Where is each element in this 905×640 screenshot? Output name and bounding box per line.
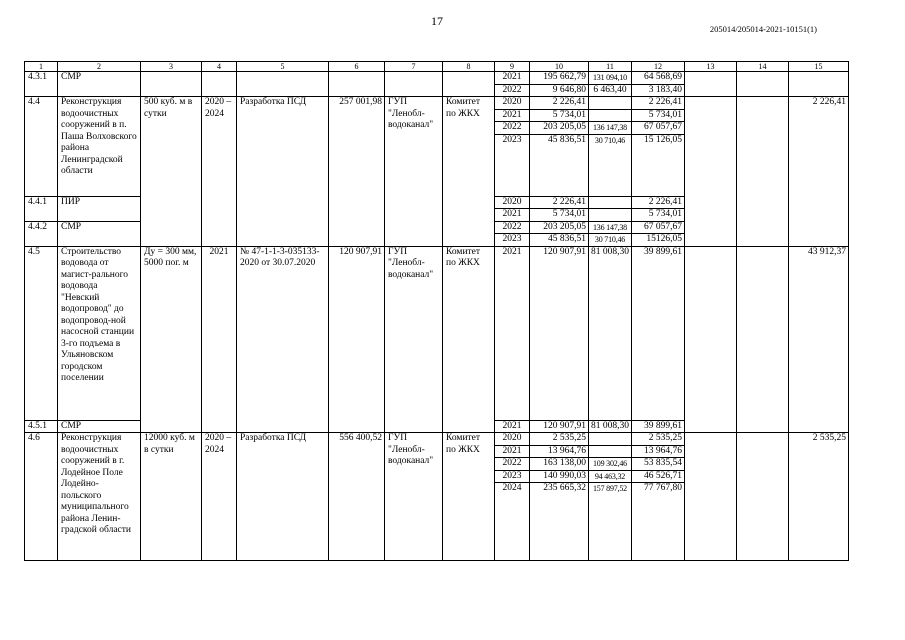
col-header: 14	[737, 62, 789, 72]
amount-regional: 64 568,69	[632, 72, 685, 85]
period: 2020 – 2024	[202, 97, 237, 247]
year-cell: 2021	[495, 109, 530, 122]
amount-federal	[589, 109, 632, 122]
amount-total: 235 665,32	[530, 483, 589, 561]
table-row	[25, 97, 849, 110]
capacity: 12000 куб. м в сутки	[141, 433, 202, 561]
col-header: 1	[25, 62, 58, 72]
year-cell: 2022	[495, 84, 530, 97]
page-number: 17	[431, 14, 443, 28]
amount-total: 2 226,41	[530, 97, 589, 110]
row-number: 4.5	[25, 246, 58, 420]
program-table	[24, 61, 849, 561]
amount-regional: 67 057,67	[632, 221, 685, 234]
row-number: 4.4.2	[25, 221, 58, 246]
col-header: 10	[530, 62, 589, 72]
year-cell: 2023	[495, 134, 530, 196]
row-number: 4.5.1	[25, 420, 58, 433]
amount-federal: 131 094,10	[589, 72, 632, 85]
amount-federal	[589, 196, 632, 209]
amount-federal: 81 008,30	[589, 246, 632, 420]
year-cell: 2021	[495, 445, 530, 458]
curator: Комитет по ЖКХ	[443, 433, 495, 561]
col-header: 5	[237, 62, 329, 72]
curator: Комитет по ЖКХ	[443, 246, 495, 433]
amount-federal: 136 147,38	[589, 122, 632, 135]
amount-regional: 2 226,41	[632, 97, 685, 110]
col-header: 15	[789, 62, 849, 72]
amount-regional: 2 535,25	[632, 433, 685, 446]
estimated-cost: 120 907,91	[329, 246, 385, 433]
customer: ГУП "Ленобл-водоканал"	[385, 246, 443, 433]
customer: ГУП "Ленобл-водоканал"	[385, 433, 443, 561]
row-total: 2 535,25	[789, 433, 849, 561]
amount-regional: 5 734,01	[632, 109, 685, 122]
document-id: 205014/205014-2021-10151(1)	[709, 24, 817, 34]
amount-total: 140 990,03	[530, 470, 589, 483]
amount-federal	[589, 445, 632, 458]
amount-regional: 13 964,76	[632, 445, 685, 458]
period: 2020 – 2024	[202, 433, 237, 561]
amount-federal: 81 008,30	[589, 420, 632, 433]
column-number-row	[25, 62, 849, 72]
row-number: 4.3.1	[25, 72, 58, 97]
amount-regional: 3 183,40	[632, 84, 685, 97]
amount-total: 45 836,51	[530, 234, 589, 247]
amount-total: 120 907,91	[530, 246, 589, 420]
amount-total: 9 646,80	[530, 84, 589, 97]
amount-total: 2 226,41	[530, 196, 589, 209]
capacity: 500 куб. м в сутки	[141, 97, 202, 247]
capacity: Ду = 300 мм, 5000 пог. м	[141, 246, 202, 433]
amount-total: 5 734,01	[530, 109, 589, 122]
amount-regional: 15 126,05	[632, 134, 685, 196]
year-cell: 2023	[495, 234, 530, 247]
amount-federal: 109 302,46	[589, 458, 632, 471]
amount-federal	[589, 97, 632, 110]
amount-total: 2 535,25	[530, 433, 589, 446]
year-cell: 2022	[495, 122, 530, 135]
year-cell: 2022	[495, 458, 530, 471]
object-name: СМР	[58, 72, 141, 97]
year-cell: 2021	[495, 246, 530, 420]
year-cell: 2020	[495, 433, 530, 446]
year-cell: 2023	[495, 470, 530, 483]
amount-regional: 39 899,61	[632, 420, 685, 433]
col-header: 2	[58, 62, 141, 72]
row-number: 4.4.1	[25, 196, 58, 221]
year-cell: 2020	[495, 97, 530, 110]
row-total: 43 912,37	[789, 246, 849, 433]
year-cell: 2021	[495, 420, 530, 433]
amount-total: 13 964,76	[530, 445, 589, 458]
col-header: 13	[685, 62, 737, 72]
object-name: Реконструкция водоочистных сооружений в п. Паша Волховского района Ленинградской области	[58, 97, 141, 197]
estimated-cost: 257 001,98	[329, 97, 385, 247]
table-row	[25, 246, 849, 420]
row-number: 4.6	[25, 433, 58, 561]
object-name: Реконструкция водоочистных сооружений в г. Лодейное Поле Лодейно-польского муниципального района Ленин-градской области	[58, 433, 141, 561]
amount-federal: 6 463,40	[589, 84, 632, 97]
object-name: СМР	[58, 420, 141, 433]
year-cell: 2021	[495, 72, 530, 85]
col-header: 12	[632, 62, 685, 72]
col-header: 4	[202, 62, 237, 72]
col-header: 8	[443, 62, 495, 72]
amount-regional: 46 526,71	[632, 470, 685, 483]
amount-regional: 2 226,41	[632, 196, 685, 209]
col-header: 3	[141, 62, 202, 72]
amount-federal: 136 147,38	[589, 221, 632, 234]
col-header: 9	[495, 62, 530, 72]
amount-total: 120 907,91	[530, 420, 589, 433]
year-cell: 2020	[495, 196, 530, 209]
row-total: 2 226,41	[789, 97, 849, 247]
object-name: СМР	[58, 221, 141, 246]
project-doc: Разработка ПСД	[237, 433, 329, 561]
period: 2021	[202, 246, 237, 433]
curator: Комитет по ЖКХ	[443, 97, 495, 247]
project-doc: № 47-1-1-3-035133-2020 от 30.07.2020	[237, 246, 329, 433]
amount-total: 195 662,79	[530, 72, 589, 85]
customer: ГУП "Ленобл-водоканал"	[385, 97, 443, 247]
project-doc: Разработка ПСД	[237, 97, 329, 247]
amount-federal	[589, 433, 632, 446]
estimated-cost: 556 400,52	[329, 433, 385, 561]
col-header: 7	[385, 62, 443, 72]
amount-regional: 77 767,80	[632, 483, 685, 561]
object-name: ПИР	[58, 196, 141, 221]
row-number: 4.4	[25, 97, 58, 197]
year-cell: 2024	[495, 483, 530, 561]
table-row	[25, 72, 849, 85]
amount-total: 203 205,05	[530, 221, 589, 234]
table-row	[25, 433, 849, 446]
amount-federal: 94 463,32	[589, 470, 632, 483]
amount-federal: 30 710,46	[589, 134, 632, 196]
col-header: 6	[329, 62, 385, 72]
amount-federal: 157 897,52	[589, 483, 632, 561]
year-cell: 2022	[495, 221, 530, 234]
object-name: Строительство водовода от магист-рального водовода "Невский водопровод" до водопровод-ной насосной станции 3-го подъема в Ульяновском городском поселении	[58, 246, 141, 420]
amount-regional: 39 899,61	[632, 246, 685, 420]
amount-total: 45 836,51	[530, 134, 589, 196]
amount-federal	[589, 209, 632, 222]
amount-federal: 30 710,46	[589, 234, 632, 247]
amount-total: 5 734,01	[530, 209, 589, 222]
amount-regional: 67 057,67	[632, 122, 685, 135]
amount-regional: 5 734,01	[632, 209, 685, 222]
amount-total: 163 138,00	[530, 458, 589, 471]
amount-regional: 53 835,54	[632, 458, 685, 471]
amount-total: 203 205,05	[530, 122, 589, 135]
amount-regional: 15126,05	[632, 234, 685, 247]
col-header: 11	[589, 62, 632, 72]
year-cell: 2021	[495, 209, 530, 222]
